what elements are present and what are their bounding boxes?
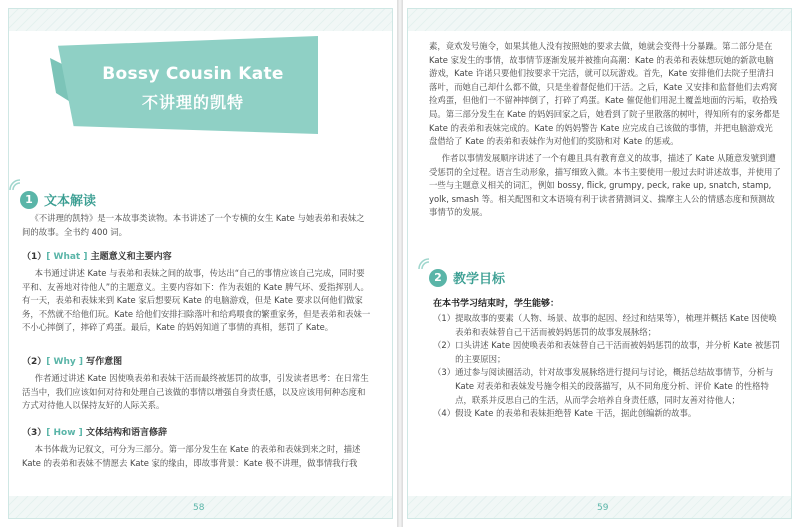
subheading-tag: [ Why ] [46, 357, 83, 367]
subheading-number: （1） [22, 252, 47, 262]
goal-item [433, 312, 783, 339]
subheading-number: （3） [22, 428, 47, 438]
intro-paragraph: 《不讲理的凯特》是一本故事类读物。本书讲述了一个专横的女生 Kate 与她表弟和表妹之间的故事。全书约 400 词。 [22, 213, 365, 237]
title-banner [58, 36, 318, 134]
subheading-tag: [ What ] [46, 252, 88, 262]
top-pattern-strip [408, 9, 791, 31]
top-pattern-strip [9, 9, 392, 31]
section-title: 教学目标 [453, 272, 506, 287]
subheading-why [22, 356, 122, 369]
goal-item [433, 366, 783, 407]
goal-number: （4） [433, 408, 456, 419]
title-english: Bossy Cousin Kate [102, 64, 284, 84]
subheading-title: 文体结构和语言修辞 [85, 428, 167, 438]
subheading-title: 写作意图 [86, 357, 123, 367]
section-title: 文本解读 [44, 194, 97, 209]
subheading-title: 主题意义和主要内容 [90, 252, 172, 262]
subheading-how [22, 427, 167, 440]
goal-number: （1） [433, 313, 456, 323]
goal-text: 口头讲述 Kate 因使唤表弟和表妹替自己干活而被妈妈惩罚的故事，并分析 Kate 被惩罚的主要原因； [455, 340, 780, 364]
goal-item [433, 407, 783, 421]
goal-text: 假设 Kate 的表弟和表妹拒绝替 Kate 干活，据此创编新的故事。 [455, 408, 697, 419]
section-heading-teaching-goals [429, 268, 505, 287]
goals-list [433, 312, 783, 421]
goal-text: 提取故事的要素（人物、场景、故事的起因、经过和结果等），梳理并概括 Kate 因使唤表弟和表妹替自己干活而被妈妈惩罚的故事发展脉络； [455, 313, 777, 337]
goal-number: （3） [433, 367, 456, 378]
subheading-what [22, 251, 172, 264]
what-paragraph: 本书通过讲述 Kate 与表弟和表妹之间的故事，传达出“自己的事情应该自己完成，同时要平和、友善地对待他人”的主题意义。主要内容如下：作为表姐的 Kate 脾气坏、爱指挥别人。有一天，表弟和表妹来到 Kate 家后想要玩 Kate 的电脑游戏，但是 Kate 要求以何他们做家务，不然就不给他们玩。Kate 给他们安排扫除落叶和给鸡喂食的繁重家务，但是表弟和表妹一不小心摔倒了，摔碎了鸡蛋。最后，Kate 的妈妈知道了事情的真相，惩罚了 Kate。 [22, 268, 371, 333]
why-paragraph: 作者通过讲述 Kate 因使唤表弟和表妹干活而最终被惩罚的故事，引发读者思考：在日常生活当中，我们应该如何对待和处理自己该做的事情以增强自身责任感，以及应该用何种态度和方式对待他人以保持友好的人际关系。 [22, 373, 369, 411]
left-page [0, 0, 397, 527]
how-paragraph: 本书体裁为记叙文，可分为三部分。第一部分发生在 Kate 的表弟和表妹到来之时，描述 Kate 的表弟和表妹不情愿去 Kate 家的缘由，即故事背景：Kate 极不讲理，做事情我行我 [22, 444, 361, 468]
goals-intro: 在本书学习结束时，学生能够： [433, 299, 560, 309]
page-number: 59 [597, 503, 609, 513]
section-heading-text-analysis [20, 190, 96, 209]
structure-paragraph-continued: 素，竟欢发号施令，如果其他人没有按照她的要求去做，她就会变得十分暴躁。第二部分是在 Kate 家发生的事情，故事情节逐渐发展并被推向高潮：Kate 的表弟和表妹想玩她的新款电脑游戏，Kate 许诺只要他们按要求干完活，就可以玩游戏。首先，Kate 安排他们去院子里清扫落叶，而她自己却什么都不做，只是坐着督促他们干活。之后，Kate 又安排和监督他们去鸡窝捡鸡蛋，但他们一不留神摔倒了，打碎了鸡蛋。Kate 催促他们用泥土覆盖地面的污垢，收拾残局。第三部分发生在 Kate 的妈妈回家之后，她看到了院子里散落的树叶，得知所有的家务都是 Kate 的表弟和表妹完成的。Kate 的妈妈警告 Kate 应完成自己该做的事情，并把电脑游戏光盘借给了 Kate 的表弟和表妹作为对他们的奖励和对 Kate 的惩戒。 [429, 41, 780, 147]
goal-text: 通过参与阅读圈活动，针对故事发展脉络进行提问与讨论，概括总结故事情节，分析与 Kate 对表弟和表妹发号施令相关的段落描写，从不同角度分析、评价 Kate 的性格特点，联系并反思自己的生活，从而学会培养自身责任感，同时友善对待他人； [455, 367, 774, 405]
section-number-badge: 1 [20, 191, 38, 209]
section-number-badge: 2 [429, 269, 447, 287]
page-number: 58 [193, 503, 205, 513]
language-paragraph: 作者以事情发展顺序讲述了一个有趣且具有教育意义的故事，描述了 Kate 从随意发號到遭受惩罚的全过程。语言生动形象，描写细致入微。本书主要使用一般过去时讲述故事，并使用了一些与主题意义相关的词汇，例如 bossy, flick, grumpy, peck, rake up, snatch, stamp, yolk, smash 等。相关配图和文本语境有利于读者猜测词义、揣摩主人公的情感态度和预测故事情节的发展。 [429, 153, 781, 218]
right-page [403, 0, 800, 527]
subheading-number: （2） [22, 357, 47, 367]
goal-item [433, 339, 783, 366]
title-chinese: 不讲理的凯特 [141, 93, 244, 112]
subheading-tag: [ How ] [46, 428, 83, 438]
goal-number: （2） [433, 340, 456, 351]
